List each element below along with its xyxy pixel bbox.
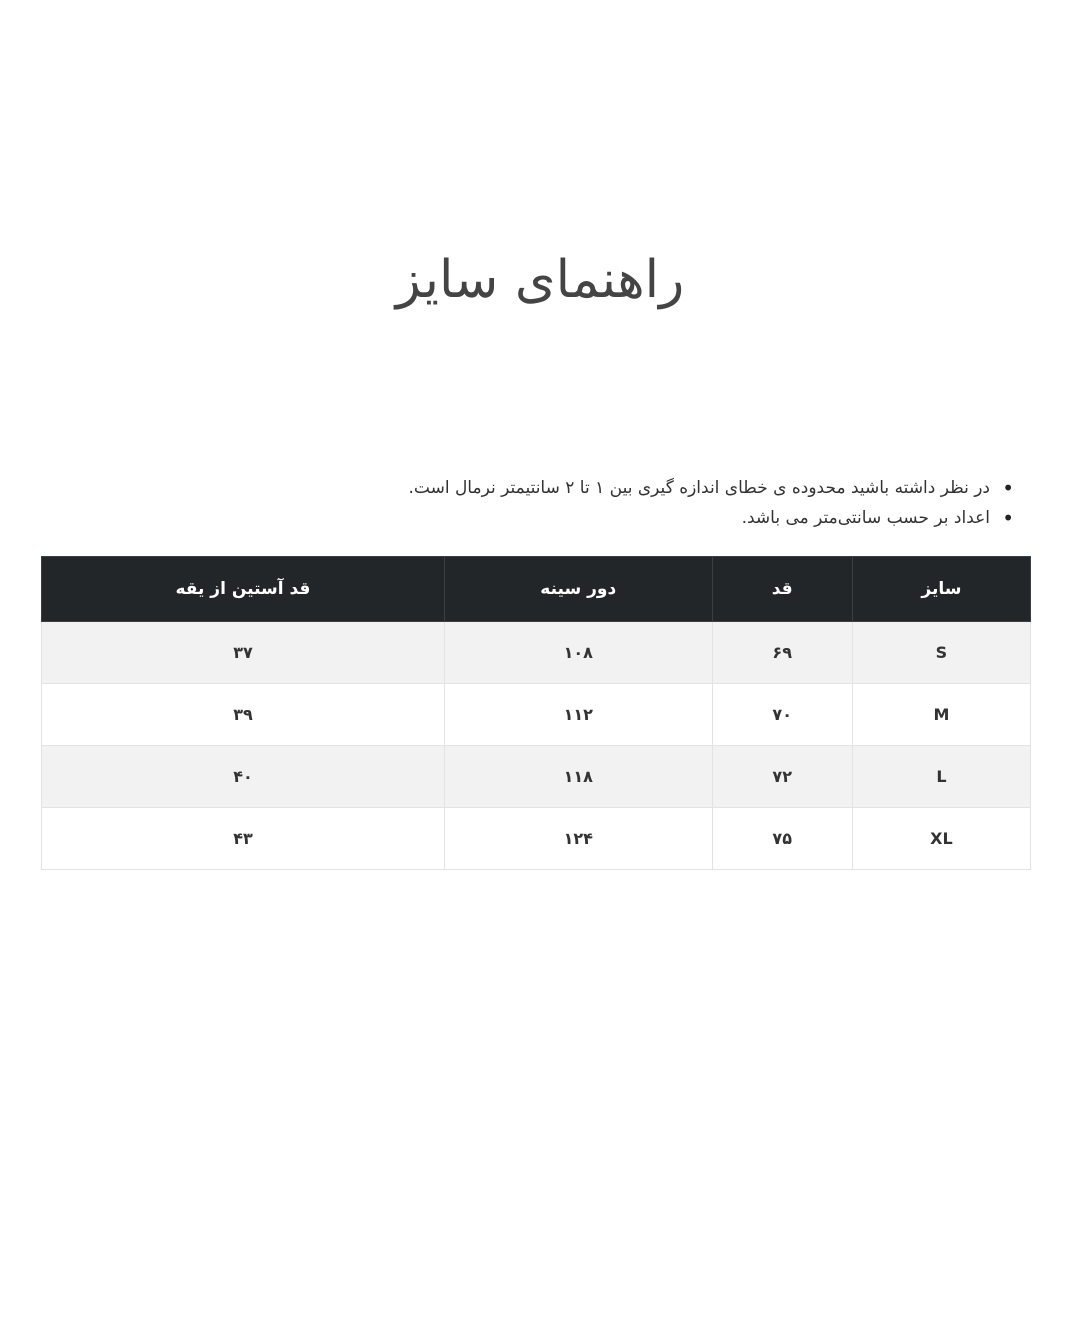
cell-size: S [852, 622, 1030, 684]
cell-chest: ۱۱۲ [444, 684, 712, 746]
note-text: در نظر داشته باشید محدوده ی خطای اندازه گیری بین ۱ تا ۲ سانتیمتر نرمال است. [408, 478, 990, 498]
cell-chest: ۱۲۴ [444, 808, 712, 870]
table-row [42, 746, 1031, 808]
page-title: راهنمای سایز [395, 250, 685, 310]
note-item [314, 503, 1014, 533]
bullet-icon: • [1002, 506, 1014, 530]
bullet-icon: • [1002, 476, 1014, 500]
note-item [314, 473, 1014, 503]
header-sleeve: قد آستین از یقه [42, 557, 445, 622]
cell-length: ۷۲ [712, 746, 852, 808]
cell-chest: ۱۰۸ [444, 622, 712, 684]
header-chest: دور سینه [444, 557, 712, 622]
cell-size: L [852, 746, 1030, 808]
cell-sleeve: ۴۳ [42, 808, 445, 870]
cell-sleeve: ۴۰ [42, 746, 445, 808]
table-row [42, 808, 1031, 870]
cell-size: XL [852, 808, 1030, 870]
note-text: اعداد بر حسب سانتی‌متر می باشد. [741, 508, 990, 528]
cell-length: ۶۹ [712, 622, 852, 684]
cell-sleeve: ۳۷ [42, 622, 445, 684]
cell-length: ۷۰ [712, 684, 852, 746]
table-header-row [42, 557, 1031, 622]
cell-chest: ۱۱۸ [444, 746, 712, 808]
header-size: سایز [852, 557, 1030, 622]
table-row [42, 684, 1031, 746]
size-table [41, 556, 1031, 870]
notes-list [314, 473, 1014, 533]
header-length: قد [712, 557, 852, 622]
cell-length: ۷۵ [712, 808, 852, 870]
cell-size: M [852, 684, 1030, 746]
table-row [42, 622, 1031, 684]
cell-sleeve: ۳۹ [42, 684, 445, 746]
